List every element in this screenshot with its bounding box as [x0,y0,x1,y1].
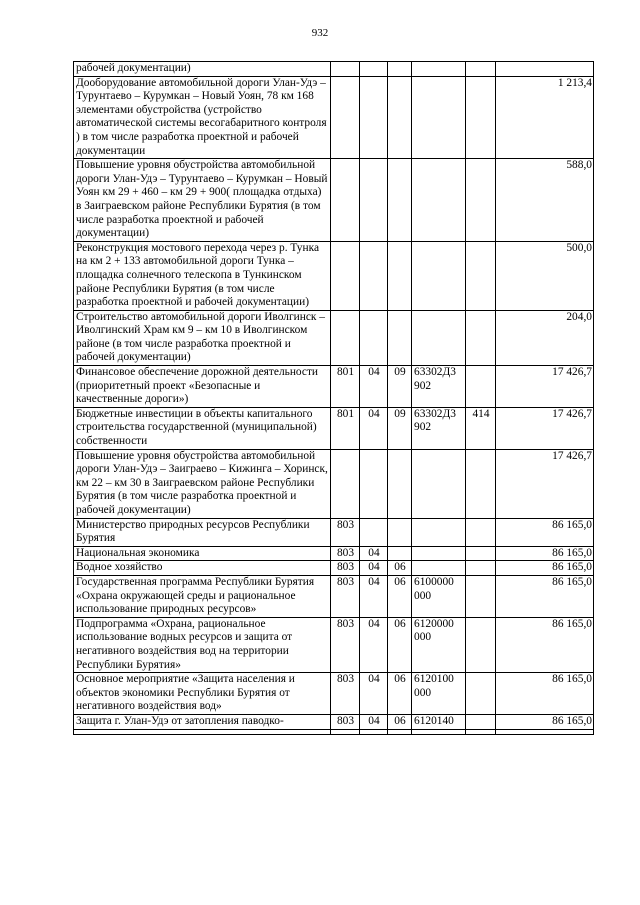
row-grbs-cell: 803 [331,673,360,715]
row-amount-cell: 1 213,4 [496,76,594,159]
row-subsection-cell: 06 [388,673,412,715]
row-amount-cell: 86 165,0 [496,714,594,729]
row-amount-cell: 86 165,0 [496,561,594,576]
page-number: 932 [311,27,329,39]
table-row [74,518,594,546]
row-section-cell: 04 [360,617,388,672]
row-subsection-cell: 09 [388,366,412,408]
row-grbs-cell: 803 [331,546,360,561]
continuation-cell [74,729,331,734]
row-target-article-cell: 6120000 000 [412,617,466,672]
table-row [74,62,594,77]
row-grbs-cell [331,449,360,518]
budget-table [73,61,594,735]
row-subsection-cell [388,159,412,242]
row-amount-cell: 17 426,7 [496,366,594,408]
row-name-cell: рабочей документации) [74,62,331,77]
table-row [74,575,594,617]
row-grbs-cell [331,159,360,242]
row-section-cell: 04 [360,673,388,715]
row-expense-type-cell [466,159,496,242]
row-name-cell: Национальная экономика [74,546,331,561]
continuation-cell [360,729,388,734]
row-grbs-cell: 801 [331,407,360,449]
table-row [74,714,594,729]
row-target-article-cell [412,546,466,561]
row-expense-type-cell [466,561,496,576]
row-name-cell: Подпрограмма «Охрана, рациональное использование водных ресурсов и защита от негативного воздействия вод на территории Республики Бурятия» [74,617,331,672]
row-target-article-cell [412,310,466,365]
row-amount-cell: 17 426,7 [496,407,594,449]
row-name-cell: Повышение уровня обустройства автомобильной дороги Улан-Удэ – Турунтаево – Курумкан – Новый Уоян км 29 + 460 – км 29 + 900( площадка отдыха) в Заиграевском районе Республики Бурятия (в том числе разработка проектной и рабочей документации) [74,159,331,242]
row-name-cell: Финансовое обеспечение дорожной деятельности (приоритетный проект «Безопасные и качественные дороги») [74,366,331,408]
table-row [74,546,594,561]
row-subsection-cell: 06 [388,575,412,617]
table-row [74,76,594,159]
row-subsection-cell: 06 [388,617,412,672]
row-expense-type-cell [466,714,496,729]
continuation-cell [412,729,466,734]
row-grbs-cell: 803 [331,714,360,729]
row-grbs-cell: 803 [331,617,360,672]
row-name-cell: Государственная программа Республики Бурятия «Охрана окружающей среды и рациональное использование природных ресурсов» [74,575,331,617]
row-expense-type-cell [466,449,496,518]
row-expense-type-cell [466,518,496,546]
row-grbs-cell: 803 [331,518,360,546]
continuation-cell [388,729,412,734]
table-row [74,561,594,576]
row-target-article-cell [412,241,466,310]
row-grbs-cell [331,76,360,159]
row-amount-cell: 86 165,0 [496,518,594,546]
row-expense-type-cell [466,673,496,715]
row-section-cell [360,241,388,310]
row-subsection-cell [388,546,412,561]
row-target-article-cell [412,159,466,242]
row-amount-cell: 86 165,0 [496,575,594,617]
row-subsection-cell [388,518,412,546]
row-grbs-cell: 801 [331,366,360,408]
row-name-cell: Повышение уровня обустройства автомобильной дороги Улан-Удэ – Заиграево – Кижинга – Хоринск, км 22 – км 30 в Заиграевском районе Республики Бурятия (в том числе разработка проектной и рабочей документации) [74,449,331,518]
row-expense-type-cell: 414 [466,407,496,449]
row-grbs-cell [331,62,360,77]
row-amount-cell [496,62,594,77]
row-section-cell: 04 [360,575,388,617]
row-target-article-cell [412,518,466,546]
row-name-cell: Министерство природных ресурсов Республики Бурятия [74,518,331,546]
row-subsection-cell [388,310,412,365]
row-expense-type-cell [466,546,496,561]
row-subsection-cell [388,449,412,518]
row-expense-type-cell [466,62,496,77]
row-expense-type-cell [466,76,496,159]
row-subsection-cell: 06 [388,561,412,576]
row-section-cell [360,62,388,77]
row-section-cell [360,310,388,365]
table-row [74,449,594,518]
row-section-cell: 04 [360,407,388,449]
row-target-article-cell: 63302Д3 902 [412,407,466,449]
row-grbs-cell [331,310,360,365]
table-row [74,617,594,672]
row-target-article-cell [412,62,466,77]
continuation-cell [331,729,360,734]
table-row [74,310,594,365]
row-section-cell [360,449,388,518]
row-name-cell: Защита г. Улан-Удэ от затопления паводко- [74,714,331,729]
row-target-article-cell: 6120140 [412,714,466,729]
row-name-cell: Реконструкция мостового перехода через р. Тунка на км 2 + 133 автомобильной дороги Тунка – площадка солнечного телескопа в Тункинском районе Республики Бурятия (в том числе разработка проектной и рабочей документации) [74,241,331,310]
row-target-article-cell [412,561,466,576]
row-name-cell: Водное хозяйство [74,561,331,576]
row-name-cell: Дооборудование автомобильной дороги Улан-Удэ – Турунтаево – Курумкан – Новый Уоян, 78 км 168 элементами обустройства (устройство автоматической системы весогабаритного контроля ) в том числе разработка проектной и рабочей документации [74,76,331,159]
row-amount-cell: 588,0 [496,159,594,242]
row-section-cell: 04 [360,714,388,729]
row-name-cell: Строительство автомобильной дороги Иволгинск – Иволгинский Храм км 9 – км 10 в Иволгинском районе (в том числе разработка проектной и рабочей документации) [74,310,331,365]
table-row [74,673,594,715]
row-subsection-cell: 09 [388,407,412,449]
row-subsection-cell [388,76,412,159]
row-amount-cell: 204,0 [496,310,594,365]
row-expense-type-cell [466,617,496,672]
row-name-cell: Основное мероприятие «Защита населения и объектов экономики Республики Бурятия от негативного воздействия вод» [74,673,331,715]
continuation-cell [496,729,594,734]
continuation-cell [466,729,496,734]
row-subsection-cell [388,241,412,310]
table-row [74,366,594,408]
row-amount-cell: 86 165,0 [496,673,594,715]
row-target-article-cell [412,76,466,159]
table-row [74,241,594,310]
row-expense-type-cell [466,575,496,617]
row-section-cell: 04 [360,366,388,408]
row-amount-cell: 86 165,0 [496,546,594,561]
table-row [74,159,594,242]
row-grbs-cell [331,241,360,310]
row-section-cell: 04 [360,546,388,561]
table-continuation-row [74,729,594,734]
row-grbs-cell: 803 [331,575,360,617]
row-section-cell [360,518,388,546]
row-target-article-cell [412,449,466,518]
row-expense-type-cell [466,241,496,310]
row-amount-cell: 86 165,0 [496,617,594,672]
row-target-article-cell: 6120100 000 [412,673,466,715]
row-subsection-cell [388,62,412,77]
row-grbs-cell: 803 [331,561,360,576]
row-section-cell [360,76,388,159]
row-expense-type-cell [466,310,496,365]
row-amount-cell: 17 426,7 [496,449,594,518]
row-name-cell: Бюджетные инвестиции в объекты капитального строительства государственной (муниципальной) собственности [74,407,331,449]
row-subsection-cell: 06 [388,714,412,729]
row-amount-cell: 500,0 [496,241,594,310]
row-section-cell: 04 [360,561,388,576]
row-expense-type-cell [466,366,496,408]
table-body [74,62,594,735]
row-target-article-cell: 63302Д3 902 [412,366,466,408]
row-section-cell [360,159,388,242]
row-target-article-cell: 6100000 000 [412,575,466,617]
table-row [74,407,594,449]
